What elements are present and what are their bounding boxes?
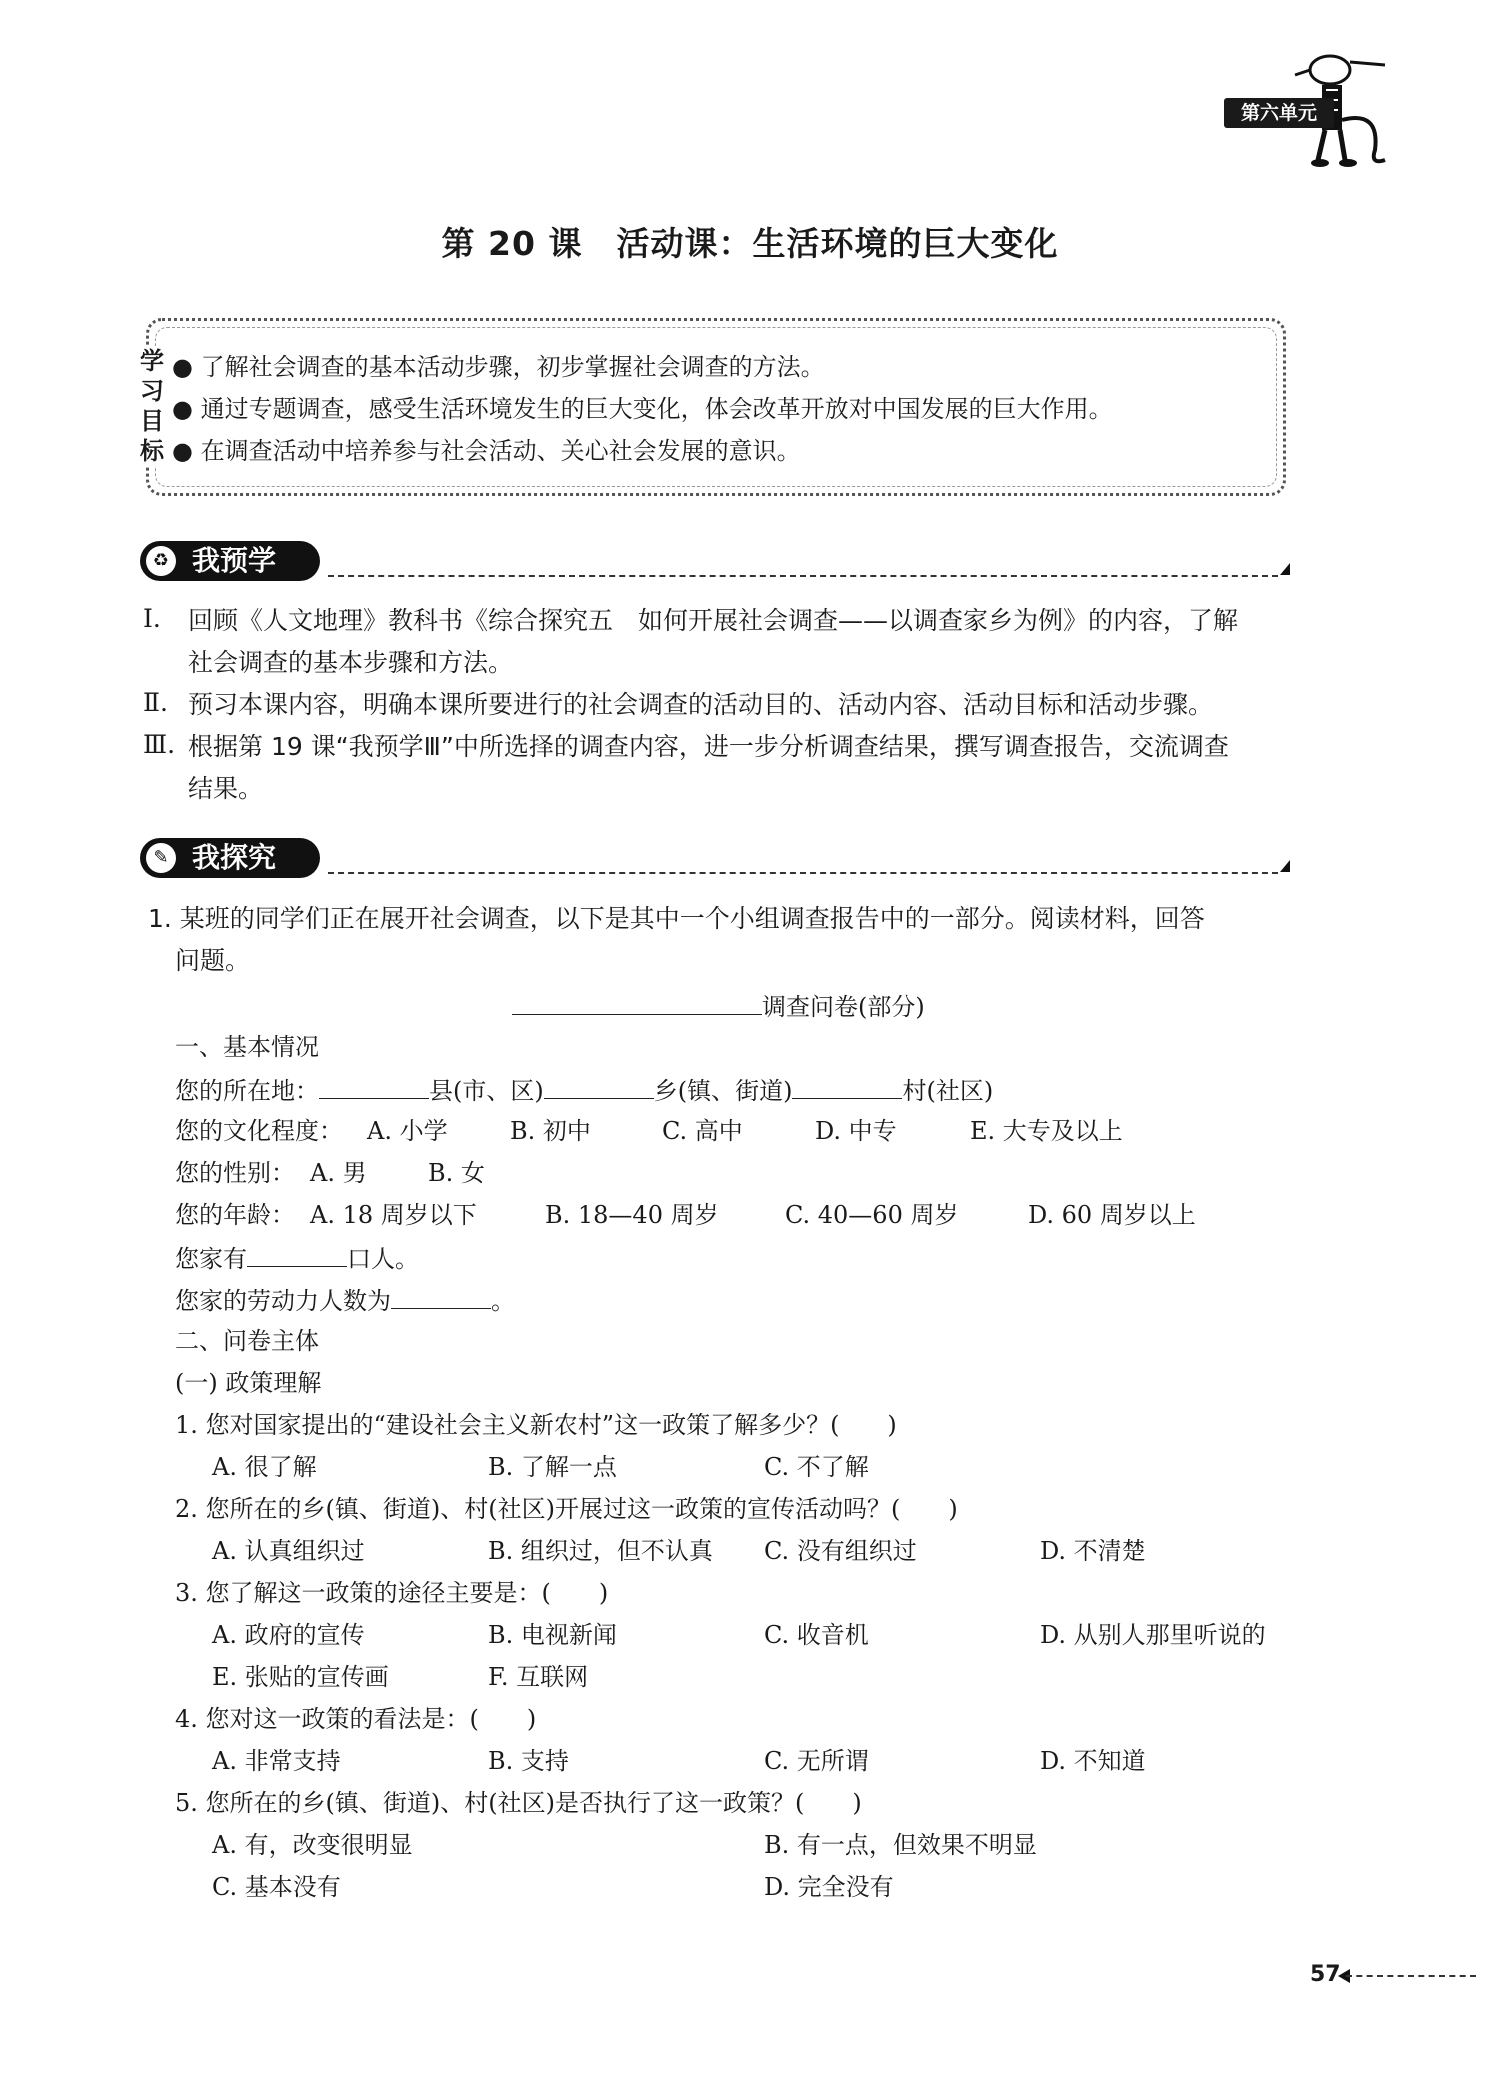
option: B. 18—40 周岁 bbox=[545, 1201, 719, 1229]
option: D. 不清楚 bbox=[1040, 1537, 1146, 1565]
divider bbox=[328, 575, 1278, 577]
option: B. 女 bbox=[428, 1159, 485, 1187]
question-intro: 1. 某班的同学们正在展开社会调查，以下是其中一个小组调查报告中的一部分。阅读材料，回答 bbox=[148, 904, 1205, 933]
option: A. 很了解 bbox=[212, 1453, 317, 1481]
labor-line: 您家的劳动力人数为 。 bbox=[175, 1282, 515, 1318]
option: A. 小学 bbox=[367, 1117, 448, 1145]
option: A. 男 bbox=[310, 1159, 367, 1187]
location-line: 您的所在地： 县(市、区) 乡(镇、街道) 村(社区) bbox=[175, 1072, 993, 1108]
option: C. 无所谓 bbox=[764, 1747, 869, 1775]
option: B. 有一点，但效果不明显 bbox=[764, 1831, 1037, 1859]
option: D. 中专 bbox=[815, 1117, 897, 1145]
gender-line: 您的性别： bbox=[175, 1159, 295, 1187]
option: A. 非常支持 bbox=[212, 1747, 341, 1775]
preview-item-text: 社会调查的基本步骤和方法。 bbox=[188, 648, 514, 677]
divider-end-mark bbox=[1280, 563, 1290, 575]
preview-item-text: 结果。 bbox=[188, 774, 264, 803]
preview-item-text: 根据第 19 课“我预学Ⅲ”中所选择的调查内容，进一步分析调查结果，撰写调查报告，交流调查 bbox=[188, 732, 1229, 761]
objective-item: ● 通过专题调查，感受生活环境发生的巨大变化，体会改革开放对中国发展的巨大作用。 bbox=[172, 395, 1113, 423]
option: C. 40—60 周岁 bbox=[785, 1201, 959, 1229]
page-arrow-line bbox=[1346, 1975, 1476, 1977]
family-line: 您家有 口人。 bbox=[175, 1240, 419, 1276]
preview-item-number: Ⅰ. bbox=[143, 604, 161, 633]
section-heading: 二、问卷主体 bbox=[175, 1327, 319, 1355]
objective-item: ● 了解社会调查的基本活动步骤，初步掌握社会调查的方法。 bbox=[172, 353, 825, 381]
objective-item: ● 在调查活动中培养参与社会活动、关心社会发展的意识。 bbox=[172, 437, 801, 465]
option: B. 支持 bbox=[488, 1747, 569, 1775]
divider bbox=[328, 872, 1278, 874]
county-blank[interactable] bbox=[319, 1072, 429, 1099]
preview-item-number: Ⅱ. bbox=[143, 688, 168, 717]
option: C. 没有组织过 bbox=[764, 1537, 917, 1565]
question-text: 1. 您对国家提出的“建设社会主义新农村”这一政策了解多少？( ) bbox=[175, 1411, 897, 1439]
option: C. 高中 bbox=[662, 1117, 743, 1145]
questionnaire-title: 调查问卷(部分) bbox=[512, 988, 925, 1024]
question-intro: 问题。 bbox=[175, 946, 251, 975]
question-text: 4. 您对这一政策的看法是：( ) bbox=[175, 1705, 537, 1733]
option: D. 完全没有 bbox=[764, 1873, 894, 1901]
village-blank[interactable] bbox=[792, 1072, 902, 1099]
question-text: 5. 您所在的乡(镇、街道)、村(社区)是否执行了这一政策？( ) bbox=[175, 1789, 862, 1817]
option: E. 张贴的宣传画 bbox=[212, 1663, 389, 1691]
option: E. 大专及以上 bbox=[970, 1117, 1123, 1145]
sub-heading: (一) 政策理解 bbox=[175, 1369, 322, 1397]
section-header-preview: ♻ 我预学 bbox=[140, 541, 320, 581]
option: F. 互联网 bbox=[488, 1663, 589, 1691]
option: B. 电视新闻 bbox=[488, 1621, 617, 1649]
option: A. 认真组织过 bbox=[212, 1537, 365, 1565]
section-heading: 一、基本情况 bbox=[175, 1033, 319, 1061]
family-size-blank[interactable] bbox=[247, 1240, 347, 1267]
education-line: 您的文化程度： bbox=[175, 1117, 343, 1145]
title-blank[interactable] bbox=[512, 988, 762, 1015]
option: D. 60 周岁以上 bbox=[1028, 1201, 1196, 1229]
town-blank[interactable] bbox=[544, 1072, 654, 1099]
preview-item-text: 回顾《人文地理》教科书《综合探究五 如何开展社会调查——以调查家乡为例》的内容，了解 bbox=[188, 606, 1239, 635]
question-text: 3. 您了解这一政策的途径主要是：( ) bbox=[175, 1579, 609, 1607]
age-line: 您的年龄： bbox=[175, 1201, 295, 1229]
page-number: 57 bbox=[1310, 1962, 1341, 1987]
lesson-title: 第 20 课 活动课：生活环境的巨大变化 bbox=[441, 224, 1059, 263]
labor-count-blank[interactable] bbox=[391, 1282, 491, 1309]
unit-tag: 第六单元 bbox=[1224, 98, 1334, 128]
option: C. 收音机 bbox=[764, 1621, 869, 1649]
option: D. 从别人那里听说的 bbox=[1040, 1621, 1266, 1649]
divider-end-mark bbox=[1280, 860, 1290, 872]
option: B. 初中 bbox=[510, 1117, 591, 1145]
option: C. 不了解 bbox=[764, 1453, 869, 1481]
option: B. 组织过，但不认真 bbox=[488, 1537, 713, 1565]
option: D. 不知道 bbox=[1040, 1747, 1146, 1775]
option: B. 了解一点 bbox=[488, 1453, 617, 1481]
preview-item-text: 预习本课内容，明确本课所要进行的社会调查的活动目的、活动内容、活动目标和活动步骤。 bbox=[188, 690, 1214, 719]
preview-item-number: Ⅲ. bbox=[143, 730, 176, 759]
section-header-explore: ✎ 我探究 bbox=[140, 838, 320, 878]
objectives-label: 学 习 目 标 bbox=[137, 346, 167, 466]
recycle-icon: ♻ bbox=[146, 546, 176, 576]
notebook-icon: ✎ bbox=[146, 843, 176, 873]
option: A. 18 周岁以下 bbox=[310, 1201, 477, 1229]
option: A. 政府的宣传 bbox=[212, 1621, 365, 1649]
option: A. 有，改变很明显 bbox=[212, 1831, 413, 1859]
question-text: 2. 您所在的乡(镇、街道)、村(社区)开展过这一政策的宣传活动吗？( ) bbox=[175, 1495, 958, 1523]
option: C. 基本没有 bbox=[212, 1873, 341, 1901]
